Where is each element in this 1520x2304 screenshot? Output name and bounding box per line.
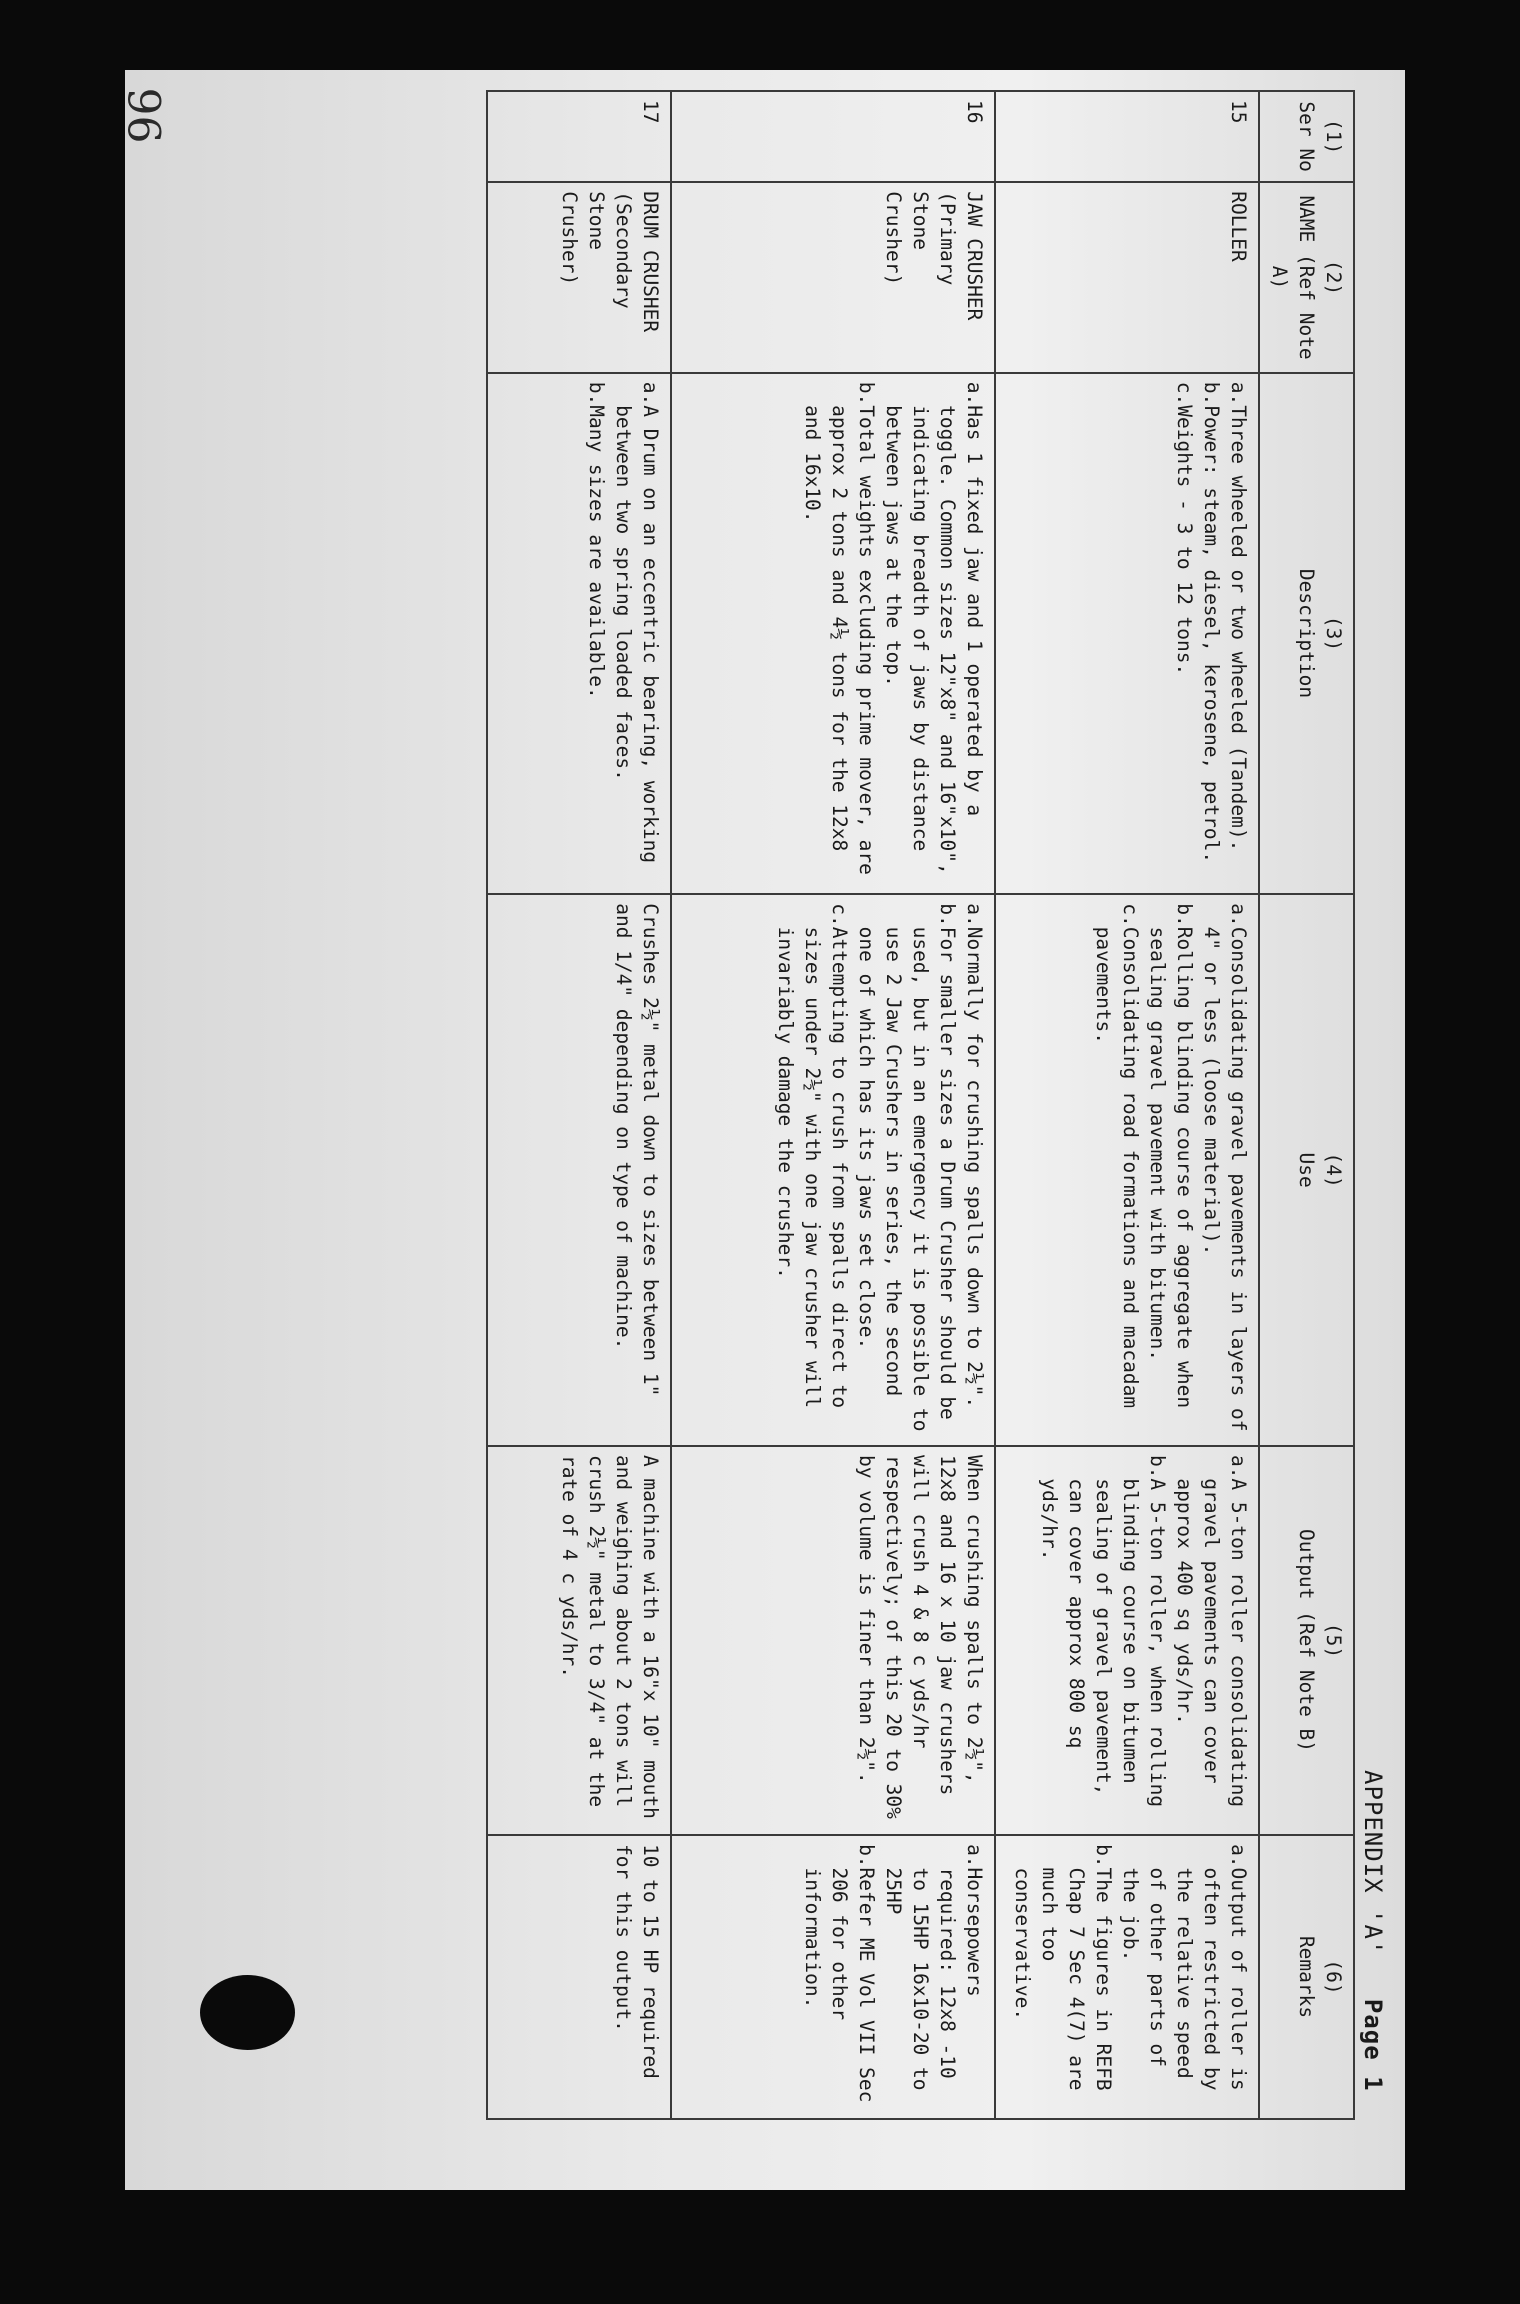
- col-header-remarks: (6) Remarks: [1259, 1835, 1354, 2119]
- col-header-use: (4) Use: [1259, 894, 1354, 1446]
- document-page: [117, 70, 1405, 2190]
- ser-no: 15: [995, 91, 1259, 182]
- output-cell: [487, 1446, 671, 1835]
- use-text: Crushes 2½" metal down to sizes between 1" and 1/4" depending on type of machine.: [612, 903, 662, 1409]
- use-item: a.Consolidating gravel pavements in layers of 4" or less (loose material).: [1200, 903, 1250, 1444]
- use-cell: [671, 894, 995, 1446]
- description-item: a.A Drum on an eccentric bearing, working between two spring loaded faces.: [612, 381, 662, 875]
- ink-blot: [200, 1975, 295, 2050]
- col-header-name: (2) NAME (Ref Note A): [1259, 182, 1354, 372]
- description-item: b.Power: steam, diesel, kerosene, petrol.: [1200, 381, 1223, 864]
- equipment-table: [486, 90, 1355, 2120]
- output-item: b.A 5-ton roller, when rolling blinding course on bitumen sealing of gravel pavement, can cover approx 800 sq yds/hr.: [1038, 1454, 1169, 1819]
- output-item: a.A 5-ton roller consolidating gravel pavements can cover approx 400 sq yds/hr.: [1173, 1454, 1250, 1819]
- equipment-name: JAW CRUSHER (Primary Stone Crusher): [671, 182, 995, 372]
- remarks-item: a.Horsepowers required: 12x8 -10 to 15HP 16x10-20 to 25HP: [882, 1844, 986, 2103]
- description-item: c.Weights - 3 to 12 tons.: [1173, 381, 1196, 676]
- output-text: When crushing spalls to 2½", 12x8 and 16 x 10 jaw crushers will crush 4 & 8 c yds/hr respectively; of this 20 to 30% by volume is finer than 2½".: [855, 1454, 986, 1831]
- remarks-item: a.Output of roller is often restricted by the relative speed of other parts of the job.: [1119, 1844, 1250, 2103]
- use-item: b.For smaller sizes a Drum Crusher should be used, but in an emergency it is possible to use 2 Jaw Crushers in series, the second one of which has its jaws set close.: [855, 903, 959, 1444]
- appendix-label: APPENDIX 'A': [1359, 1770, 1387, 1956]
- table-row: [487, 91, 671, 2119]
- description-item: a.Three wheeled or two wheeled (Tandem).: [1227, 381, 1250, 852]
- rotated-table-page: [125, 70, 1405, 2190]
- use-item: a.Normally for crushing spalls down to 2½".: [963, 903, 986, 1409]
- table-row: [995, 91, 1259, 2119]
- output-cell: [671, 1446, 995, 1835]
- equipment-name: ROLLER: [995, 182, 1259, 372]
- ser-no: 17: [487, 91, 671, 182]
- table-header-row: [1259, 91, 1354, 2119]
- use-item: c.Attempting to crush from spalls direct to sizes under 2½" with one jaw crusher will invariably damage the crusher.: [774, 903, 851, 1420]
- col-header-ser: (1) Ser No: [1259, 91, 1354, 182]
- use-cell: [995, 894, 1259, 1446]
- page-header: [1359, 1770, 1387, 2092]
- description-item: b.Many sizes are available.: [585, 381, 608, 699]
- output-cell: [995, 1446, 1259, 1835]
- description-item: a.Has 1 fixed jaw and 1 operated by a toggle. Common sizes 12"x8" and 16"x10", indicating breadth of jaws by distance between jaws at the top.: [882, 381, 986, 887]
- use-item: c.Consolidating road formations and macadam pavements.: [1092, 903, 1142, 1420]
- description-cell: [671, 373, 995, 894]
- handwritten-page-number: 96: [117, 87, 169, 144]
- output-text: A machine with a 16"x 10" mouth and weighing about 2 tons will crush 2½" metal to 3/4" at the rate of 4 c yds/hr.: [558, 1454, 662, 1831]
- remarks-item: b.Refer ME Vol VII Sec 206 for other information.: [801, 1844, 878, 2115]
- remarks-cell: [995, 1835, 1259, 2119]
- use-cell: [487, 894, 671, 1446]
- page-number: Page 1: [1359, 1998, 1387, 2092]
- description-cell: [487, 373, 671, 894]
- remarks-text: 10 to 15 HP required for this output.: [612, 1844, 662, 2091]
- table-row: [671, 91, 995, 2119]
- col-header-output: (5) Output (Ref Note B): [1259, 1446, 1354, 1835]
- description-cell: [995, 373, 1259, 894]
- remarks-item: b.The figures in REFB Chap 7 Sec 4(7) are much too conservative.: [1011, 1844, 1115, 2103]
- equipment-name: DRUM CRUSHER (Secondary Stone Crusher): [487, 182, 671, 372]
- description-item: b.Total weights excluding prime mover, are approx 2 tons and 4½ tons for the 12x8 and 16x10.: [801, 381, 878, 887]
- ser-no: 16: [671, 91, 995, 182]
- remarks-cell: [671, 1835, 995, 2119]
- col-header-description: (3) Description: [1259, 373, 1354, 894]
- remarks-cell: [487, 1835, 671, 2119]
- use-item: b.Rolling blinding course of aggregate when sealing gravel pavement with bitumen.: [1146, 903, 1196, 1420]
